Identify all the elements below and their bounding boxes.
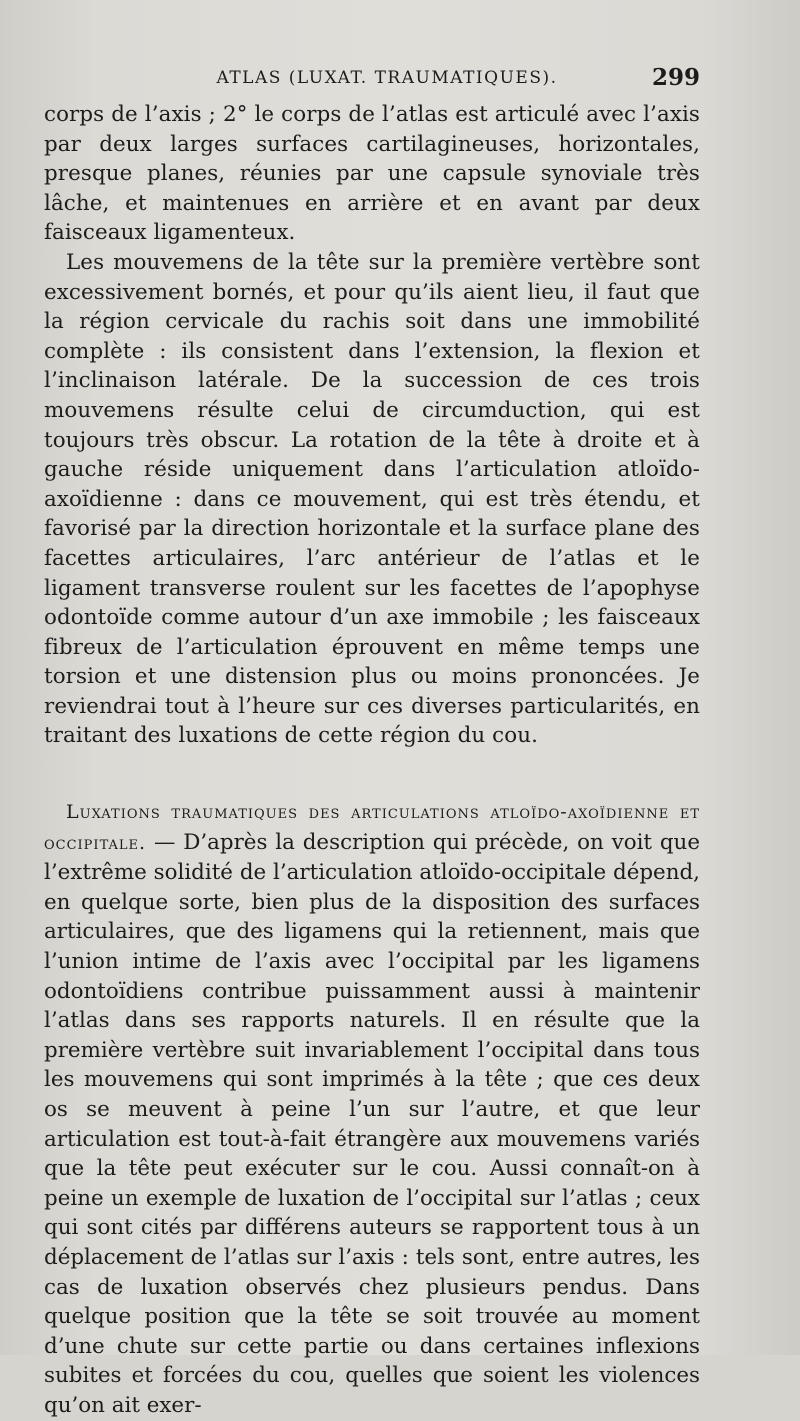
paragraph-continuation: corps de l’axis ; 2° le corps de l’atlas est articulé avec l’axis par deux larges surfaces cartilagineuses, horizontales, presque planes, réunies par une capsule synoviale très lâche, et maintenues en arrière et en avant par deux faisceaux ligamenteux.: [44, 102, 700, 246]
section-text: — D’après la description qui précède, on voit que l’extrême solidité de l’articulation atloïdo-occipitale dépend, en quelque sorte, bien plus de la disposition des surfaces articulaires, que des ligamens qui la retiennent, mais que l’union intime de l’axis avec l’occipital par les ligamens odontoïdiens contribue puissamment aussi à maintenir l’atlas dans ses rapports naturels. Il en résulte que la première vertèbre suit invariablement l’occipital dans tous les mouvemens qui sont imprimés à la tête ; que ces deux os se meuvent à peine l’un sur l’autre, et que leur articulation est tout-à-fait étrangère aux mouvemens variés que la tête peut exécuter sur le cou. Aussi connaît-on à peine un exemple de luxation de l’occipital sur l’atlas ; ceux qui sont cités par différens auteurs se rapportent tous à un déplacement de l’atlas sur l’axis : tels sont, entre autres, les cas de luxation observés chez plusieurs pendus. Dans quelque position que la tête se soit trouvée au moment d’une chute sur cette partie ou dans certaines inflexions subites et forcées du cou, quelles que soient les violences qu’on ait exer-: [44, 829, 700, 1418]
running-title: ATLAS (LUXAT. TRAUMATIQUES).: [216, 68, 558, 88]
section-gap: [44, 751, 700, 797]
running-head: [44, 64, 700, 102]
section-heading: Luxations traumatiques des articulations atloïdo-axoïdienne et occipitale.: [44, 801, 700, 854]
section-paragraph: [44, 797, 700, 1420]
page-number: 299: [651, 64, 700, 91]
paragraph-movements: Les mouvemens de la tête sur la première vertèbre sont excessivement bornés, et pour qu’ils aient lieu, il faut que la région cervicale du rachis soit dans une immobilité complète : ils consistent dans l’extension, la flexion et l’inclinaison latérale. De la succession de ces trois mouvemens résulte celui de circumduction, qui est toujours très obscur. La rotation de la tête à droite et à gauche réside uniquement dans l’articulation atloïdo-axoïdienne : dans ce mouvement, qui est très étendu, et favorisé par la direction horizontale et la surface plane des facettes articulaires, l’arc antérieur de l’atlas et le ligament transverse roulent sur les facettes de l’apophyse odontoïde comme autour d’un axe immobile ; les faisceaux fibreux de l’articulation éprouvent en même temps une torsion et une distension plus ou moins prononcées. Je reviendrai tout à l’heure sur ces diverses particularités, en traitant des luxations de cette région du cou.: [44, 249, 700, 749]
body-text: [44, 100, 700, 1421]
